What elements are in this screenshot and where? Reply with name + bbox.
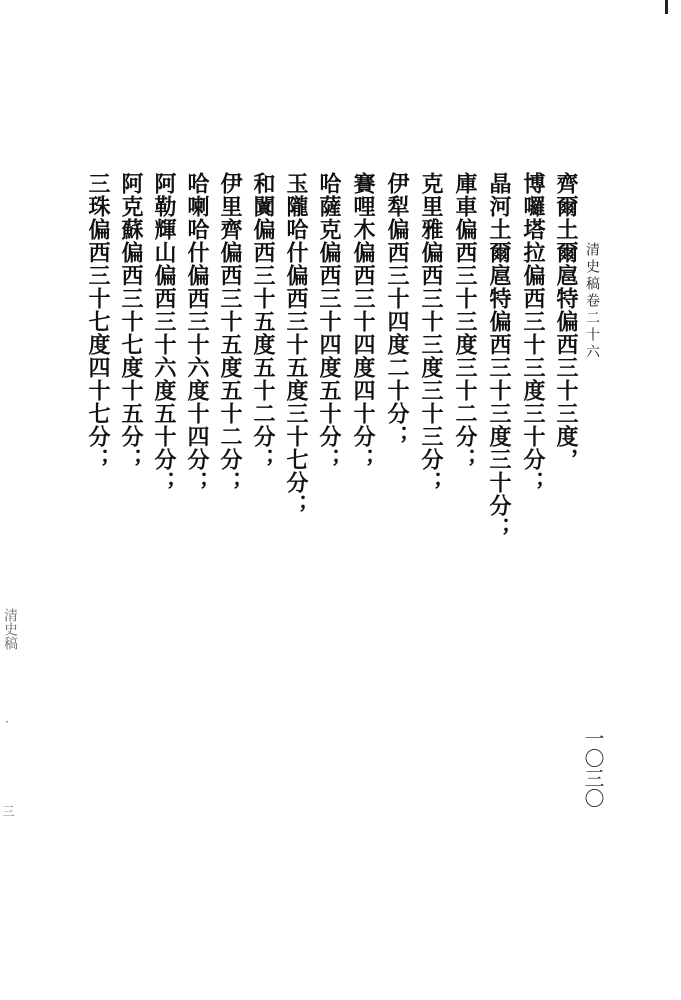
- entry-line-10: 和闐偏西三十五度五十二分；: [250, 172, 276, 471]
- edge-mark-top: 清史稿: [2, 608, 18, 650]
- entry-line-12: 哈喇哈什偏西三十六度十四分；: [184, 172, 210, 494]
- edge-mark-middle: ·: [0, 715, 14, 729]
- entry-line-6: 伊犁偏西三十四度二十分；: [384, 172, 410, 448]
- entry-line-13: 阿勒輝山偏西三十六度五十分；: [151, 172, 177, 494]
- edge-mark-bottom: 三: [1, 805, 15, 817]
- entry-line-15: 三珠偏西三十七度四十七分；: [85, 172, 111, 471]
- entry-line-1: 齊爾土爾扈特偏西三十三度，: [553, 172, 579, 471]
- entry-line-14: 阿克蘇偏西三十七度十五分；: [118, 172, 144, 471]
- top-edge-mark: [665, 0, 668, 14]
- entry-line-11: 伊里齊偏西三十五度五十二分；: [217, 172, 243, 494]
- entry-line-4: 庫車偏西三十三度三十二分；: [452, 172, 478, 471]
- entry-line-7: 賽哩木偏西三十四度四十分；: [350, 172, 376, 471]
- entry-line-3: 晶河土爾扈特偏西三十三度三十分；: [486, 172, 512, 540]
- page-number: 一〇三〇: [581, 728, 605, 808]
- entry-line-8: 哈薩克偏西三十四度五十分；: [316, 172, 342, 471]
- entry-line-2: 博囉塔拉偏西三十三度三十分；: [520, 172, 546, 494]
- running-title: 清史稿卷二十六: [584, 242, 600, 361]
- entry-line-5: 克里雅偏西三十三度三十三分；: [418, 172, 444, 494]
- entry-line-9: 玉隴哈什偏西三十五度三十七分；: [283, 172, 309, 517]
